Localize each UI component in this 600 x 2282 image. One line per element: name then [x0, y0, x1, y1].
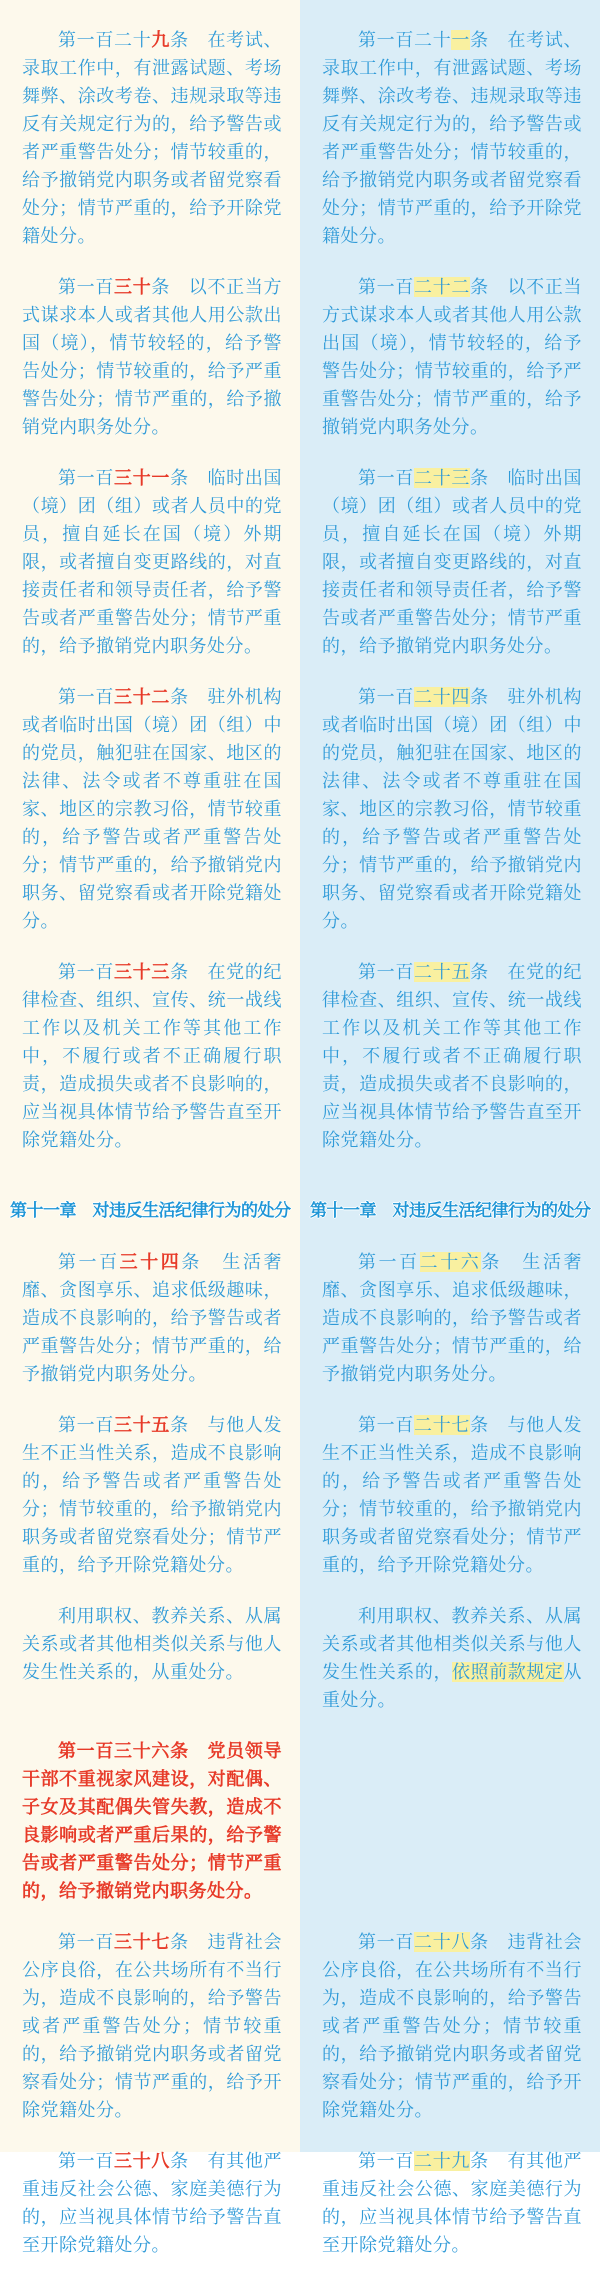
article-paragraph: [22, 1411, 282, 1579]
left-article-137: [0, 1928, 300, 2147]
article-paragraph: [22, 958, 282, 1154]
body-text: 利用职权、教养关系、从属关系或者其他相类似关系与他人发生性关系的，: [322, 1606, 582, 1682]
body-text: 条 临时出国（境）团（组）或者人员中的党员，擅自延长在国（境）外期限，或者擅自变更路线的，对直接责任者和领导责任者，给予警告或者严重警告处分；情节严重的，给予撤销党内职务处分。: [22, 468, 283, 656]
article-paragraph: [322, 464, 582, 660]
body-text: 条 违背社会公序良俗，在公共场所有不当行为，造成不良影响的，给予警告或者严重警告处分；情节较重的，给予撤销党内职务或者留党察看处分；情节严重的，给予开除党籍处分。: [322, 1932, 583, 2120]
article-paragraph: [22, 683, 282, 935]
left-article-131: [0, 464, 300, 683]
body-text: 第一百三十六条 党员领导干部不重视家风建设，对配偶、子女及其配偶失管失教，造成不良影响或者严重后果的，给予警告或者严重警告处分；情节严重的，给予撤销党内职务处分。: [22, 1741, 282, 1901]
article-paragraph: [322, 273, 582, 441]
left-article-130: [0, 273, 300, 464]
article-paragraph: [22, 1602, 282, 1686]
body-text: 第一百: [358, 1252, 420, 1272]
body-text: 第一百: [58, 962, 115, 982]
body-text: 第一百二十: [358, 30, 452, 50]
left-article-135: [0, 1411, 300, 1737]
body-text: 第一百: [358, 962, 415, 982]
body-text: 条 与他人发生不正当性关系，造成不良影响的，给予警告或者严重警告处分；情节较重的，给予撤销党内职务或者留党察看处分；情节严重的，给予开除党籍处分。: [22, 1415, 283, 1575]
body-text: 从重处分。: [322, 1662, 583, 1710]
body-text: 条 在考试、录取工作中，有泄露试题、考场舞弊、涂改考卷、违规录取等违反有关规定行为的，给予警告或者严重警告处分；情节较重的，给予撤销党内职务或者留党察看处分；情节严重的，给予开除党籍处分。: [322, 30, 583, 246]
article-paragraph: [322, 2147, 582, 2259]
highlighted-text-yellow: 二十八: [414, 1932, 471, 1952]
body-text: 条 临时出国（境）团（组）或者人员中的党员，擅自延长在国（境）外期限，或者擅自变更路线的，对直接责任者和领导责任者，给予警告或者严重警告处分；情节严重的，给予撤销党内职务处分。: [322, 468, 583, 656]
left-article-138: [0, 2147, 300, 2282]
body-text: 第一百二十: [58, 30, 152, 50]
body-text: 条 有其他严重违反社会公德、家庭美德行为的，应当视具体情节给予警告直至开除党籍处分。: [322, 2151, 583, 2255]
article-paragraph: [22, 464, 282, 660]
right-article-121: [300, 26, 600, 273]
highlighted-text-yellow: 二十九: [414, 2151, 471, 2171]
changed-text-red: 三十三: [114, 962, 171, 982]
body-text: 条 驻外机构或者临时出国（境）团（组）中的党员，触犯驻在国家、地区的法律、法令或者不尊重驻在国家、地区的宗教习俗，情节较重的，给予警告或者严重警告处分；情节严重的，给予撤销党内职务、留党察看或者开除党籍处分。: [22, 687, 283, 931]
body-text: 条 生活奢靡、贪图享乐、追求低级趣味，造成不良影响的，给予警告或者严重警告处分；情节严重的，给予撤销党内职务处分。: [22, 1252, 283, 1384]
left-chapter-11-heading: [0, 1177, 300, 1248]
body-text: 第一百: [358, 1932, 415, 1952]
changed-text-red: 三十二: [114, 687, 171, 707]
body-text: 第一百: [358, 1415, 415, 1435]
body-text: 第一百: [358, 468, 415, 488]
left-article-133: [0, 958, 300, 1177]
highlighted-text-yellow: 依照前款规定: [452, 1662, 564, 1682]
body-text: 第一百: [358, 277, 415, 297]
highlighted-text-yellow: 二十七: [414, 1415, 471, 1435]
right-article-127: [300, 1411, 600, 1737]
right-article-125: [300, 958, 600, 1177]
right-article-122: [300, 273, 600, 464]
article-paragraph: [322, 683, 582, 935]
article-paragraph: [322, 1411, 582, 1579]
body-text: 条 以不正当方式谋求本人或者其他人用公款出国（境），情节较轻的，给予警告处分；情节较重的，给予严重警告处分；情节严重的，给予撤销党内职务处分。: [322, 277, 583, 437]
article-paragraph: [22, 1928, 282, 2124]
body-text: 条 违背社会公序良俗，在公共场所有不当行为，造成不良影响的，给予警告或者严重警告处分；情节较重的，给予撤销党内职务或者留党察看处分；情节严重的，给予开除党籍处分。: [22, 1932, 283, 2120]
body-text: 第十一章 对违反生活纪律行为的处分: [10, 1201, 291, 1220]
body-text: 第一百: [58, 687, 115, 707]
left-article-132: [0, 683, 300, 958]
right-article-123: [300, 464, 600, 683]
body-text: 第一百: [58, 277, 115, 297]
right-chapter-11-heading: [300, 1177, 600, 1248]
article-paragraph: [322, 1248, 582, 1388]
right-empty-gap: [300, 1737, 600, 1928]
body-text: 第十一章 对违反生活纪律行为的处分: [310, 1201, 591, 1220]
body-text: 条 与他人发生不正当性关系，造成不良影响的，给予警告或者严重警告处分；情节较重的，给予撤销党内职务或者留党察看处分；情节严重的，给予开除党籍处分。: [322, 1415, 583, 1575]
highlighted-text-yellow: 二十三: [414, 468, 471, 488]
chapter-heading: [10, 1197, 294, 1225]
left-article-129: [0, 26, 300, 273]
highlighted-text-yellow: 二十二: [414, 277, 471, 297]
changed-text-red: 三十四: [119, 1252, 182, 1272]
body-text: 条 在党的纪律检查、组织、宣传、统一战线工作以及机关工作等其他工作中，不履行或者不正确履行职责，造成损失或者不良影响的，应当视具体情节给予警告直至开除党籍处分。: [322, 962, 583, 1150]
body-text: 第一百: [358, 687, 415, 707]
article-paragraph: [22, 26, 282, 250]
body-text: 条 有其他严重违反社会公德、家庭美德行为的，应当视具体情节给予警告直至开除党籍处分。: [22, 2151, 283, 2255]
body-text: 条 在党的纪律检查、组织、宣传、统一战线工作以及机关工作等其他工作中，不履行或者不正确履行职责，造成损失或者不良影响的，应当视具体情节给予警告直至开除党籍处分。: [22, 962, 283, 1150]
right-article-126: [300, 1248, 600, 1411]
body-text: 第一百: [58, 1415, 115, 1435]
changed-text-red: 三十五: [114, 1415, 171, 1435]
new-article-red-paragraph: [22, 1737, 282, 1905]
article-paragraph: [322, 1602, 582, 1714]
right-article-128: [300, 1928, 600, 2147]
article-paragraph: [322, 26, 582, 250]
body-text: 第一百: [58, 1932, 115, 1952]
article-paragraph: [22, 273, 282, 441]
body-text: 条 在考试、录取工作中，有泄露试题、考场舞弊、涂改考卷、违规录取等违反有关规定行为的，给予警告或者严重警告处分；情节较重的，给予撤销党内职务或者留党察看处分；情节严重的，给予开除党籍处分。: [22, 30, 283, 246]
right-article-124: [300, 683, 600, 958]
right-article-129: [300, 2147, 600, 2282]
changed-text-red: 九: [151, 30, 171, 50]
article-paragraph: [322, 958, 582, 1154]
body-text: 第一百: [58, 1252, 120, 1272]
body-text: 第一百: [58, 468, 115, 488]
body-text: 第一百: [58, 2151, 115, 2171]
chapter-heading: [310, 1197, 594, 1225]
body-text: 第一百: [358, 2151, 415, 2171]
article-paragraph: [22, 2147, 282, 2259]
highlighted-text-yellow: 二十四: [414, 687, 471, 707]
article-paragraph: [322, 1928, 582, 2124]
highlighted-text-yellow: 二十六: [419, 1252, 482, 1272]
highlighted-text-yellow: 二十五: [414, 962, 471, 982]
changed-text-red: 三十八: [114, 2151, 171, 2171]
left-article-136-new-red: [0, 1737, 300, 1928]
body-text: 条 生活奢靡、贪图享乐、追求低级趣味，造成不良影响的，给予警告或者严重警告处分；情节严重的，给予撤销党内职务处分。: [322, 1252, 583, 1384]
body-text: 条 驻外机构或者临时出国（境）团（组）中的党员，触犯驻在国家、地区的法律、法令或者不尊重驻在国家、地区的宗教习俗，情节较重的，给予警告或者严重警告处分；情节严重的，给予撤销党内职务、留党察看或者开除党籍处分。: [322, 687, 583, 931]
body-text: 条 以不正当方式谋求本人或者其他人用公款出国（境），情节较轻的，给予警告处分；情节较重的，给予严重警告处分；情节严重的，给予撤销党内职务处分。: [22, 277, 283, 437]
body-text: 利用职权、教养关系、从属关系或者其他相类似关系与他人发生性关系的，从重处分。: [22, 1606, 282, 1682]
article-paragraph: [22, 1248, 282, 1388]
highlighted-text-yellow: 一: [451, 30, 471, 50]
left-article-134: [0, 1248, 300, 1411]
changed-text-red: 三十七: [114, 1932, 171, 1952]
changed-text-red: 三十一: [114, 468, 171, 488]
changed-text-red: 三十: [114, 277, 152, 297]
